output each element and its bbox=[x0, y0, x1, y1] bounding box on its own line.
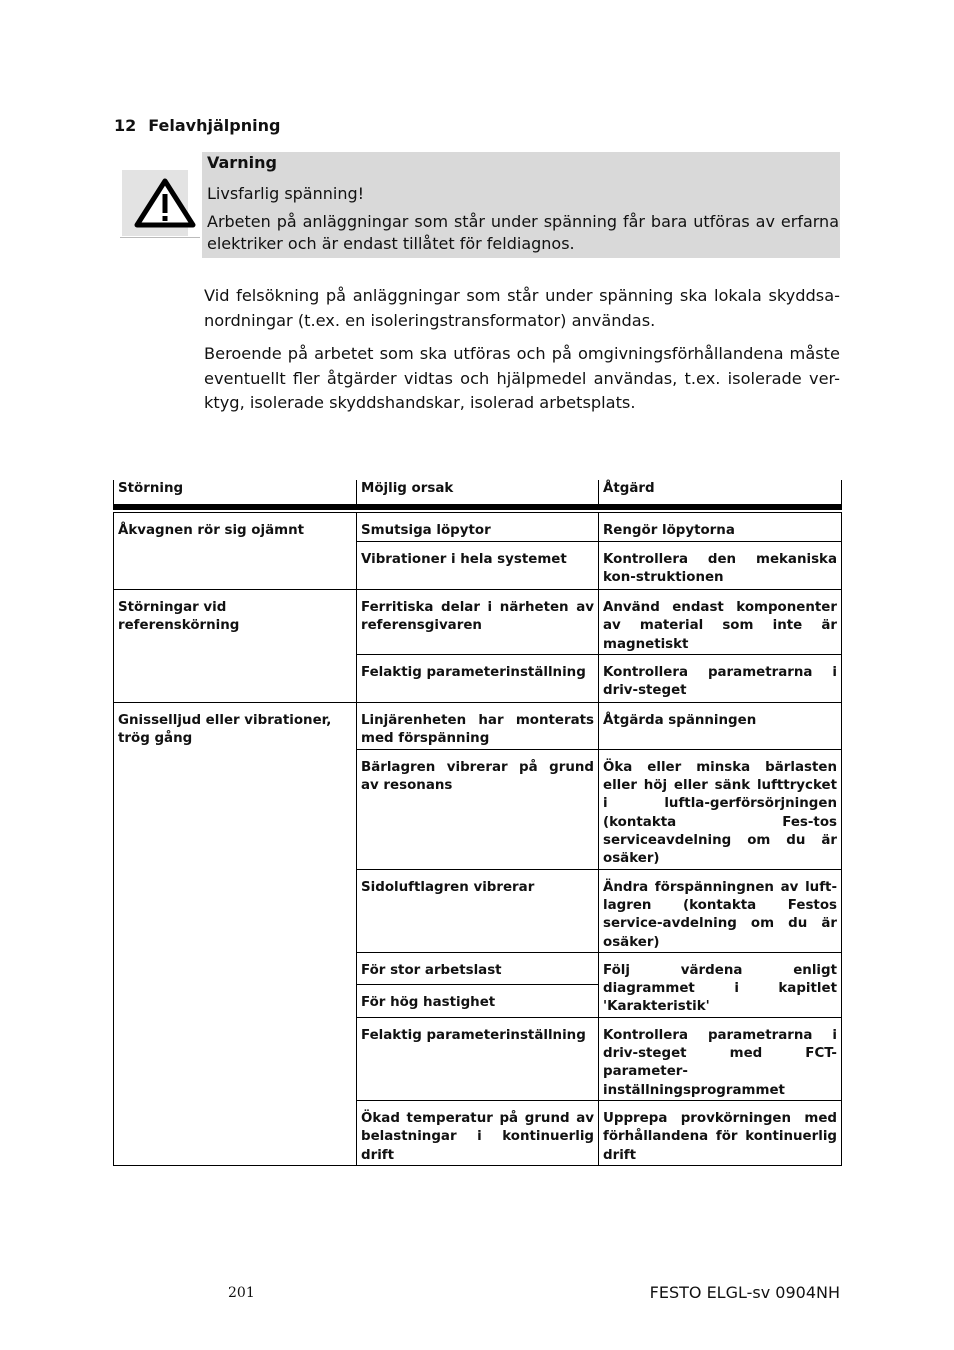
action-cell: Kontrollera den mekaniska kon-struktionen bbox=[599, 542, 842, 590]
cause-cell: Felaktig parameterinställning bbox=[357, 1017, 599, 1100]
section-heading bbox=[114, 116, 280, 135]
cause-cell: Ökad temperatur på grund av belastningar i kontinuerlig drift bbox=[357, 1100, 599, 1165]
table-row bbox=[114, 513, 842, 542]
table-row bbox=[114, 702, 842, 749]
cause-cell: Sidoluftlagren vibrerar bbox=[357, 869, 599, 952]
fault-cell: Åkvagnen rör sig ojämnt bbox=[114, 513, 357, 590]
warning-text-2: Arbeten på anläggningar som står under spänning får bara utföras av erfarna elektriker och är endast tillåtet för feldiagnos. bbox=[207, 212, 839, 253]
fault-cell: Gnisselljud eller vibrationer, trög gång bbox=[114, 702, 357, 1165]
action-cell: Ändra förspänningnen av luft-lagren (kontakta Festos service-avdelning om du är osäker) bbox=[599, 869, 842, 952]
cause-cell: Ferritiska delar i närheten av referensgivaren bbox=[357, 590, 599, 655]
table-row bbox=[114, 590, 842, 655]
troubleshooting-table bbox=[113, 480, 842, 1166]
warning-icon-panel bbox=[122, 170, 188, 236]
document-id: FESTO ELGL-sv 0904NH bbox=[649, 1283, 840, 1302]
header-cause: Möjlig orsak bbox=[357, 480, 599, 507]
cause-cell: För hög hastighet bbox=[357, 985, 599, 1017]
cause-cell: Bärlagren vibrerar på grund av resonans bbox=[357, 749, 599, 869]
action-cell: Upprepa provkörningen med förhållandena för kontinuerlig drift bbox=[599, 1100, 842, 1165]
header-fault: Störning bbox=[114, 480, 357, 507]
section-title: Felavhjälpning bbox=[148, 116, 281, 135]
header-action: Åtgärd bbox=[599, 480, 842, 507]
page-number: 201 bbox=[228, 1285, 255, 1301]
action-cell: Använd endast komponenter av material som inte är magnetiskt bbox=[599, 590, 842, 655]
cause-cell: Felaktig parameterinställning bbox=[357, 654, 599, 702]
cause-cell: Smutsiga löpytor bbox=[357, 513, 599, 542]
section-number: 12 bbox=[114, 116, 137, 135]
table-header-row bbox=[114, 480, 842, 507]
cause-cell: Linjärenheten har monterats med förspänning bbox=[357, 702, 599, 749]
warning-title: Varning bbox=[207, 153, 277, 172]
warning-icon-underline bbox=[120, 237, 200, 238]
fault-cell: Störningar vid referenskörning bbox=[114, 590, 357, 703]
action-cell: Åtgärda spänningen bbox=[599, 702, 842, 749]
body-paragraph: Beroende på arbetet som ska utföras och på omgivningsförhållandena måste eventuellt fler åtgärder vidtas och hjälpmedel användas, t.ex. isolerade ver-ktyg, isolerade skyddshandskar, isolerad arbetsplats. bbox=[204, 344, 840, 412]
action-cell: Följ värdena enligt diagrammet i kapitlet 'Karakteristik' bbox=[599, 952, 842, 1017]
body-paragraph: Vid felsökning på anläggningar som står under spänning ska lokala skyddsa-nordningar (t.ex. en isoleringstransformator) användas. bbox=[204, 286, 840, 330]
action-cell: Kontrollera parametrarna i driv-steget bbox=[599, 654, 842, 702]
cause-cell: För stor arbetslast bbox=[357, 952, 599, 984]
warning-text-1: Livsfarlig spänning! bbox=[207, 184, 365, 203]
action-cell: Öka eller minska bärlasten eller höj eller sänk lufttrycket i luftla-gerförsörjningen (kontakta Fes-tos serviceavdelning om du är osäker) bbox=[599, 749, 842, 869]
action-cell: Rengör löpytorna bbox=[599, 513, 842, 542]
action-cell: Kontrollera parametrarna i driv-steget med FCT-parameter-inställningsprogrammet bbox=[599, 1017, 842, 1100]
warning-triangle-icon bbox=[134, 178, 196, 228]
cause-cell: Vibrationer i hela systemet bbox=[357, 542, 599, 590]
